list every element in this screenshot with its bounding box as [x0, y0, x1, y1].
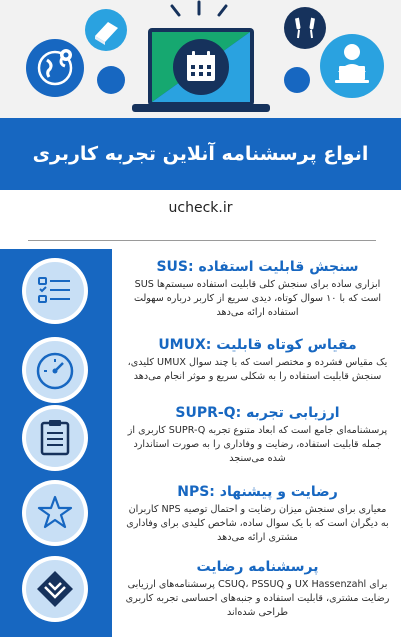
- decorative-dot-icon: [97, 66, 125, 94]
- checklist-icon: [22, 258, 88, 324]
- section-description: پرسشنامه‌ای جامع است که ابعاد متنوع تجربه SUPR-Q کاربری از جمله قابلیت استفاده، رضایت و وفاداری را به صورت استاندارد شده می‌سنجد: [127, 425, 388, 464]
- section-description: برای UX Hassenzahl و CSUQ، PSSUQ پرسشنامه‌های ارزیابی رضایت مشتری، قابلیت استفاده و جنبه‌های احساسی تجربه کاربری طراحی شده‌اند: [125, 579, 390, 618]
- title-banner: [0, 118, 401, 190]
- sections-list: [112, 249, 401, 637]
- book-icon: [85, 9, 127, 51]
- section-description: یک مقیاس فشرده و مختصر است که با چند سوال UMUX کلیدی، سنجش قابلیت استفاده را به شکلی سریع و موثر انجام می‌دهد: [127, 357, 388, 382]
- section-description: معیاری برای سنجش میزان رضایت و احتمال توصیه NPS کاربران به دیگران است که با یک سوال ساده، شاخص کلیدی برای وفاداری مشتری ارائه می‌دهد: [126, 504, 389, 543]
- clipboard-icon: [22, 405, 88, 471]
- user-laptop-icon: [320, 34, 384, 98]
- star-icon: [22, 480, 88, 546]
- section-umux: [112, 337, 401, 411]
- laptop-calendar-icon: [132, 28, 270, 112]
- section-title: پرسشنامه رضایت: [196, 559, 319, 575]
- section-title: رضایت و پیشنهاد :NPS: [177, 484, 338, 500]
- globe-location-icon: [26, 39, 84, 97]
- site-url: ucheck.ir: [168, 200, 233, 216]
- section-satisfaction: [112, 559, 401, 633]
- section-sus: [112, 259, 401, 333]
- gauge-icon: [22, 337, 88, 403]
- decorative-dot-icon: [284, 67, 310, 93]
- section-title: مقیاس کوتاه قابلیت :UMUX: [158, 337, 357, 353]
- section-suprq: [112, 405, 401, 479]
- light-rays-icon: [172, 2, 226, 15]
- section-nps: [112, 484, 401, 558]
- divider: [28, 240, 376, 241]
- section-title: سنجش قابلیت استفاده :SUS: [156, 259, 359, 275]
- icon-sidebar: [0, 249, 112, 637]
- diamond-icon: [22, 556, 88, 622]
- toast-glasses-icon: [284, 7, 326, 49]
- section-description: ابزاری ساده برای سنجش کلی قابلیت استفاده سیستم‌ها SUS است که با ۱۰ سوال کوتاه، دیدی سریع از کاربر درباره سهولت استفاده ارائه می‌دهد: [133, 279, 382, 318]
- section-title: ارزیابی تجربه :SUPR-Q: [175, 405, 340, 421]
- page-title: انواع پرسشنامه آنلاین تجربه کاربری: [32, 143, 369, 165]
- hero-illustration: [0, 0, 401, 118]
